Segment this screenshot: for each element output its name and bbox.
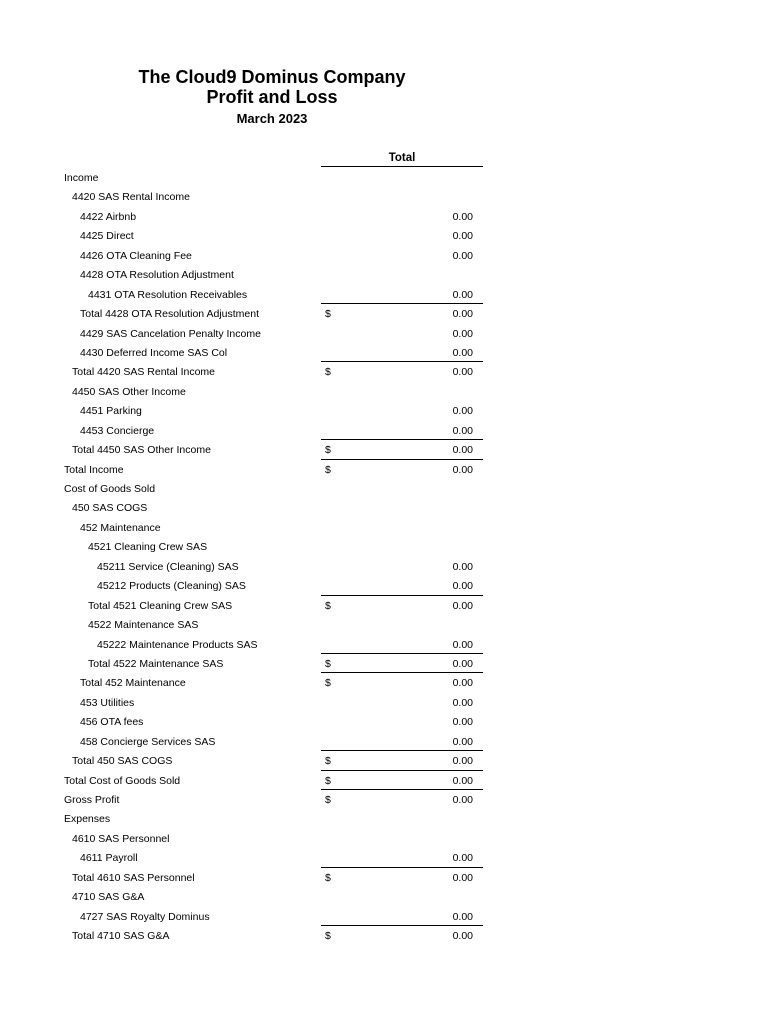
report-row [0,479,768,498]
report-row [0,460,768,479]
amount-value: 0.00 [452,444,473,457]
row-label: 4611 Payroll [80,852,138,865]
amount-value: 0.00 [452,852,473,865]
row-amount-cell [321,440,483,460]
amount-value: 0.00 [452,735,473,748]
amount-value: 0.00 [452,599,473,612]
row-amount-cell [321,246,483,265]
row-amount-cell [321,790,483,809]
row-label: 458 Concierge Services SAS [80,735,216,748]
report-row [0,168,768,187]
row-amount-cell [321,868,483,887]
report-row [0,771,768,790]
row-label: 456 OTA fees [80,716,144,729]
row-amount-cell [321,304,483,323]
report-row [0,596,768,615]
currency-symbol: $ [325,463,331,476]
row-label: Gross Profit [64,794,120,806]
row-amount-cell [321,537,483,556]
row-amount-cell [321,732,483,752]
amount-value: 0.00 [452,249,473,262]
row-amount-cell [321,693,483,712]
row-amount-cell [321,479,483,498]
row-amount-cell [321,285,483,305]
row-label: Expenses [64,813,111,826]
row-amount-cell [321,343,483,363]
currency-symbol: $ [325,444,331,457]
currency-symbol: $ [325,366,331,379]
row-amount-cell [321,654,483,674]
company-name: The Cloud9 Dominus Company [138,67,406,87]
report-row [0,751,768,770]
report-row [0,498,768,517]
report-row [0,265,768,284]
report-row [0,324,768,343]
row-label: 4610 SAS Personnel [72,832,170,845]
report-row [0,187,768,206]
row-label: Total Cost of Goods Sold [64,774,181,787]
row-label: 4710 SAS G&A [72,891,145,904]
row-label: Total 4610 SAS Personnel [72,871,195,884]
report-row [0,537,768,556]
report-row [0,557,768,576]
report-row [0,907,768,926]
amount-value: 0.00 [452,288,473,301]
currency-symbol: $ [325,308,331,321]
report-row [0,382,768,401]
row-label: 453 Utilities [80,696,135,709]
currency-symbol: $ [325,599,331,612]
currency-symbol: $ [325,930,331,943]
row-label: 45211 Service (Cleaning) SAS [97,560,239,573]
row-label: 4522 Maintenance SAS [88,619,199,632]
report-row [0,829,768,848]
row-amount-cell [321,362,483,381]
row-amount-cell [321,557,483,576]
row-amount-cell [321,848,483,868]
row-amount-cell [321,401,483,420]
currency-symbol: $ [325,755,331,768]
row-label: 4428 OTA Resolution Adjustment [80,269,234,282]
report-row [0,226,768,245]
amount-value: 0.00 [452,424,473,437]
amount-value: 0.00 [452,405,473,418]
amount-value: 0.00 [452,794,473,806]
row-label: 450 SAS COGS [72,502,148,515]
row-label: 452 Maintenance [80,521,161,534]
report-row [0,673,768,692]
row-amount-cell [321,226,483,245]
row-label: Total 450 SAS COGS [72,755,173,768]
amount-value: 0.00 [452,560,473,573]
row-amount-cell [321,712,483,731]
report-row [0,848,768,867]
row-amount-cell [321,382,483,401]
amount-value: 0.00 [452,910,473,923]
row-amount-cell [321,635,483,655]
report-row [0,343,768,362]
row-label: Total 4710 SAS G&A [72,930,170,943]
amount-value: 0.00 [452,716,473,729]
report-period: March 2023 [236,111,308,126]
row-amount-cell [321,576,483,596]
report-row [0,440,768,459]
total-column-header: Total [321,150,483,167]
row-label: Total 452 Maintenance [80,677,186,690]
report-row [0,635,768,654]
row-label: 4420 SAS Rental Income [72,191,190,204]
report-row [0,887,768,906]
amount-value: 0.00 [452,696,473,709]
row-label: 45222 Maintenance Products SAS [97,638,258,651]
row-label: Total 4521 Cleaning Crew SAS [88,599,233,612]
report-row [0,654,768,673]
amount-value: 0.00 [452,657,473,670]
currency-symbol: $ [325,657,331,670]
report-row [0,732,768,751]
report-row [0,285,768,304]
row-amount-cell [321,187,483,206]
report-row [0,362,768,381]
row-amount-cell [321,207,483,226]
row-amount-cell [321,615,483,634]
row-amount-cell [321,324,483,343]
row-label: Total 4428 OTA Resolution Adjustment [80,308,259,321]
row-label: 4430 Deferred Income SAS Col [80,346,228,359]
row-amount-cell [321,518,483,537]
report-row [0,576,768,595]
amount-value: 0.00 [452,308,473,321]
amount-value: 0.00 [452,930,473,943]
row-label: Total 4450 SAS Other Income [72,444,211,457]
row-amount-cell [321,926,483,945]
report-row [0,246,768,265]
row-amount-cell [321,771,483,791]
amount-value: 0.00 [452,871,473,884]
report-rows [0,168,768,946]
row-label: 4521 Cleaning Crew SAS [88,541,208,554]
row-label: 4451 Parking [80,405,142,418]
row-label: 4450 SAS Other Income [72,385,186,398]
currency-symbol: $ [325,677,331,690]
currency-symbol: $ [325,871,331,884]
report-row [0,712,768,731]
row-amount-cell [321,829,483,848]
row-amount-cell [321,596,483,615]
report-row [0,926,768,945]
row-amount-cell [321,421,483,441]
row-label: 45212 Products (Cleaning) SAS [97,580,246,593]
report-title: Profit and Loss [206,87,338,107]
row-label: 4425 Direct [80,230,134,243]
report-row [0,615,768,634]
row-amount-cell [321,809,483,828]
row-label: Income [64,172,99,184]
currency-symbol: $ [325,794,331,806]
amount-value: 0.00 [452,677,473,690]
row-amount-cell [321,751,483,771]
row-label: Cost of Goods Sold [64,483,156,495]
row-label: 4429 SAS Cancelation Penalty Income [80,327,261,340]
amount-value: 0.00 [452,327,473,340]
amount-value: 0.00 [452,366,473,379]
report-row [0,693,768,712]
amount-value: 0.00 [452,210,473,223]
row-label: 4453 Concierge [80,424,155,437]
row-label: 4422 Airbnb [80,210,137,223]
amount-value: 0.00 [452,638,473,651]
row-label: 4426 OTA Cleaning Fee [80,249,192,262]
amount-value: 0.00 [452,774,473,787]
row-label: Total 4420 SAS Rental Income [72,366,216,379]
report-row [0,421,768,440]
row-label: Total 4522 Maintenance SAS [88,657,224,670]
amount-value: 0.00 [452,230,473,243]
row-label: 4727 SAS Royalty Dominus [80,910,210,923]
row-amount-cell [321,498,483,517]
amount-value: 0.00 [452,580,473,593]
row-amount-cell [321,168,483,187]
row-label: 4431 OTA Resolution Receivables [88,288,248,301]
report-row [0,401,768,420]
row-label: Total Income [64,463,124,476]
report-row [0,207,768,226]
amount-value: 0.00 [452,346,473,359]
report-row [0,790,768,809]
row-amount-cell [321,460,483,479]
row-amount-cell [321,265,483,284]
row-amount-cell [321,907,483,927]
row-amount-cell [321,887,483,906]
report-row [0,518,768,537]
row-amount-cell [321,673,483,692]
report-row [0,809,768,828]
report-row [0,868,768,887]
amount-value: 0.00 [452,463,473,476]
currency-symbol: $ [325,774,331,787]
report-row [0,304,768,323]
amount-value: 0.00 [452,755,473,768]
